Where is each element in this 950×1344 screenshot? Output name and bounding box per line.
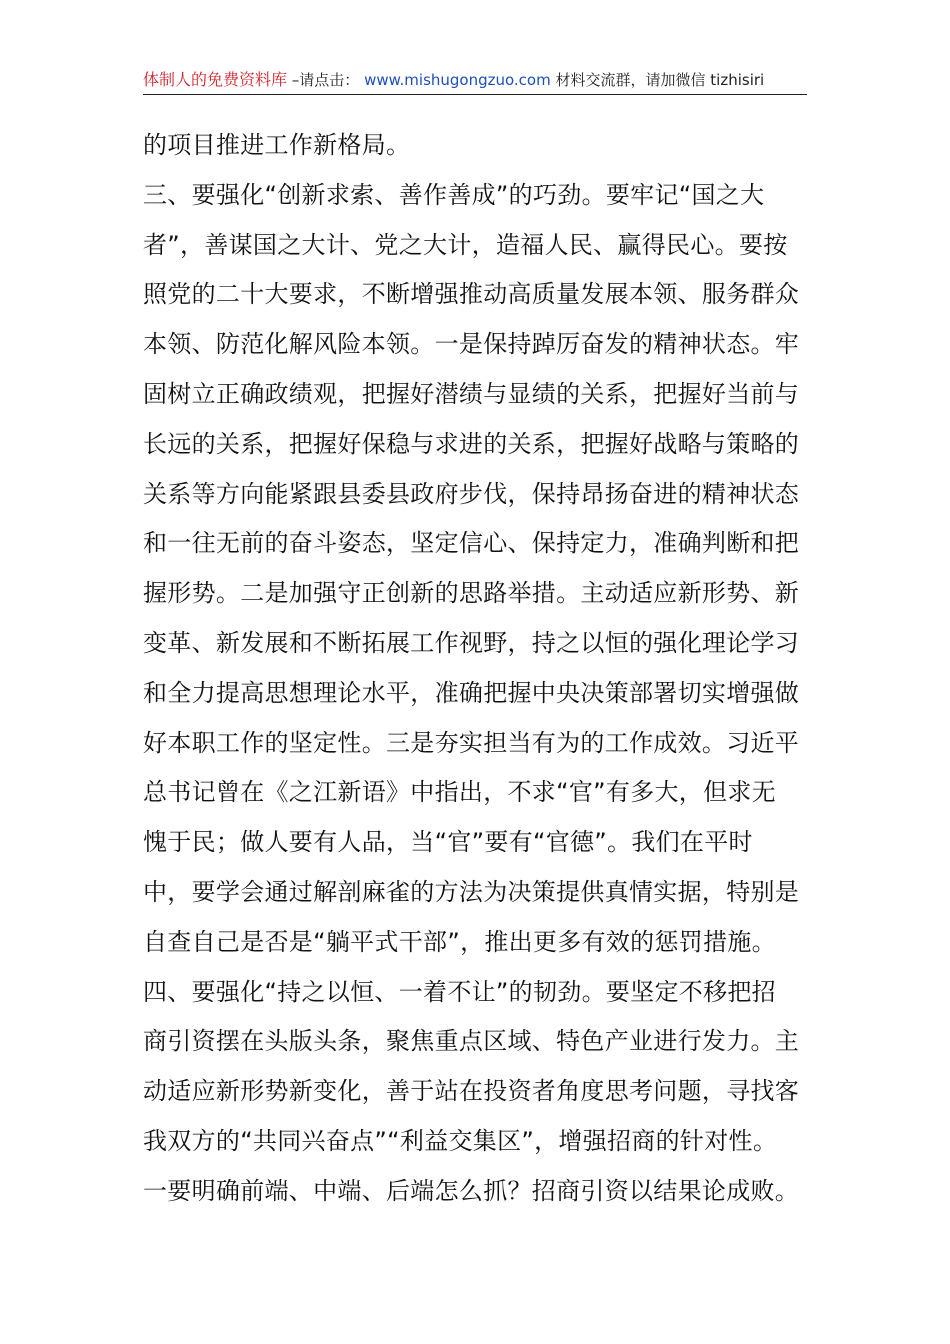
body-line: 愧于民；做人要有人品，当“官”要有“官德”。我们在平时	[143, 828, 753, 857]
document-body	[143, 121, 810, 1217]
body-line: 变革、新发展和不断拓展工作视野，持之以恒的强化理论学习	[143, 628, 800, 657]
body-line: 的项目推进工作新格局。	[143, 131, 411, 159]
body-line: 三、要强化“创新求索、善作善成”的巧劲。要牢记“国之大	[143, 180, 765, 209]
body-line: 长远的关系，把握好保稳与求进的关系，把握好战略与策略的	[143, 429, 800, 458]
body-line: 自查自己是否是“躺平式干部”，推出更多有效的惩罚措施。	[143, 927, 776, 956]
body-line: 好本职工作的坚定性。三是夯实担当有为的工作成效。习近平	[143, 728, 800, 757]
body-line: 和一往无前的奋斗姿态，坚定信心、保持定力，准确判断和把	[143, 529, 800, 558]
header-tail: 材料交流群，请加微信 tizhisiri	[555, 71, 765, 89]
body-line: 商引资摆在头版头条，聚焦重点区域、特色产业进行发力。主	[143, 1027, 800, 1056]
body-line: 中，要学会通过解剖麻雀的方法为决策提供真情实据，特别是	[143, 877, 800, 906]
header-link[interactable]: www.mishugongzuo.com	[364, 71, 551, 89]
body-line: 者”，善谋国之大计、党之大计，造福人民、赢得民心。要按	[143, 230, 788, 259]
body-line: 四、要强化“持之以恒、一着不让”的韧劲。要坚定不移把招	[143, 977, 776, 1006]
body-line: 我双方的“共同兴奋点”“利益交集区”，增强招商的针对性。	[143, 1126, 778, 1155]
body-line: 关系等方向能紧跟县委县政府步伐，保持昂扬奋进的精神状态	[143, 479, 800, 508]
body-line: 握形势。二是加强守正创新的思路举措。主动适应新形势、新	[143, 579, 800, 608]
body-line: 总书记曾在《之江新语》中指出，不求“官”有多大，但求无	[143, 778, 776, 807]
body-line: 照党的二十大要求，不断增强推动高质量发展本领、服务群众	[143, 280, 800, 309]
header-prompt: –请点击：	[291, 71, 360, 89]
body-line: 和全力提高思想理论水平，准确把握中央决策部署切实增强做	[143, 678, 800, 707]
header-brand: 体制人的免费资料库	[143, 70, 288, 89]
body-line: 动适应新形势新变化，善于站在投资者角度思考问题，寻找客	[143, 1077, 800, 1106]
body-line: 本领、防范化解风险本领。一是保持踔厉奋发的精神状态。牢	[143, 330, 800, 359]
body-line: 固树立正确政绩观，把握好潜绩与显绩的关系，把握好当前与	[143, 379, 800, 408]
body-line: 一要明确前端、中端、后端怎么抓？招商引资以结果论成败。	[143, 1176, 800, 1205]
page-header	[143, 66, 807, 95]
